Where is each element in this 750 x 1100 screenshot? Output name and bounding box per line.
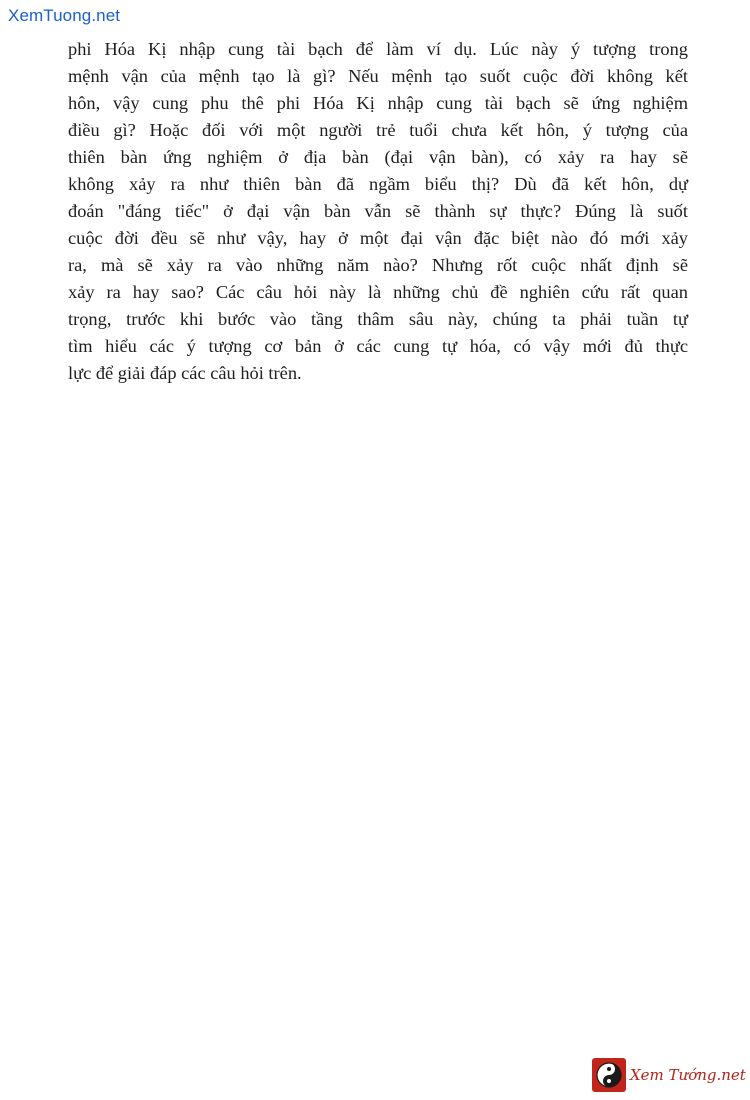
yin-yang-icon: [595, 1061, 623, 1089]
text-line: đoán "đáng tiếc" ở đại vận bàn vẫn sẽ thành sự thực? Đúng là suốt: [68, 201, 688, 221]
text-line: phi Hóa Kị nhập cung tài bạch để làm ví dụ. Lúc này ý tượng trong: [68, 39, 688, 59]
site-watermark-link[interactable]: XemTuong.net: [8, 6, 121, 25]
text-line: tìm hiểu các ý tượng cơ bản ở các cung tự hóa, có vậy mới đủ thực: [68, 336, 688, 356]
logo-text: Xem Tướng.net: [630, 1066, 746, 1084]
text-line: thiên bàn ứng nghiệm ở địa bàn (đại vận bàn), có xảy ra hay sẽ: [68, 147, 688, 167]
text-line: cuộc đời đều sẽ như vậy, hay ở một đại vận đặc biệt nào đó mới xảy: [68, 228, 688, 248]
text-line: mệnh vận của mệnh tạo là gì? Nếu mệnh tạo suốt cuộc đời không kết: [68, 66, 688, 86]
text-line: trọng, trước khi bước vào tầng thâm sâu này, chúng ta phải tuần tự: [68, 309, 688, 329]
text-line: xảy ra hay sao? Các câu hỏi này là những chủ đề nghiên cứu rất quan: [68, 282, 688, 302]
text-line: điều gì? Hoặc đối với một người trẻ tuổi chưa kết hôn, ý tượng của: [68, 120, 688, 140]
site-logo: [592, 1056, 748, 1094]
text-line: hôn, vậy cung phu thê phi Hóa Kị nhập cung tài bạch sẽ ứng nghiệm: [68, 93, 688, 113]
text-line: không xảy ra như thiên bàn đã ngầm biểu thị? Dù đã kết hôn, dự: [68, 174, 688, 194]
text-line: ra, mà sẽ xảy ra vào những năm nào? Nhưng rốt cuộc nhất định sẽ: [68, 255, 688, 275]
body-text: [68, 36, 688, 387]
logo-badge: [592, 1058, 626, 1092]
text-line: lực để giải đáp các câu hỏi trên.: [68, 363, 302, 383]
